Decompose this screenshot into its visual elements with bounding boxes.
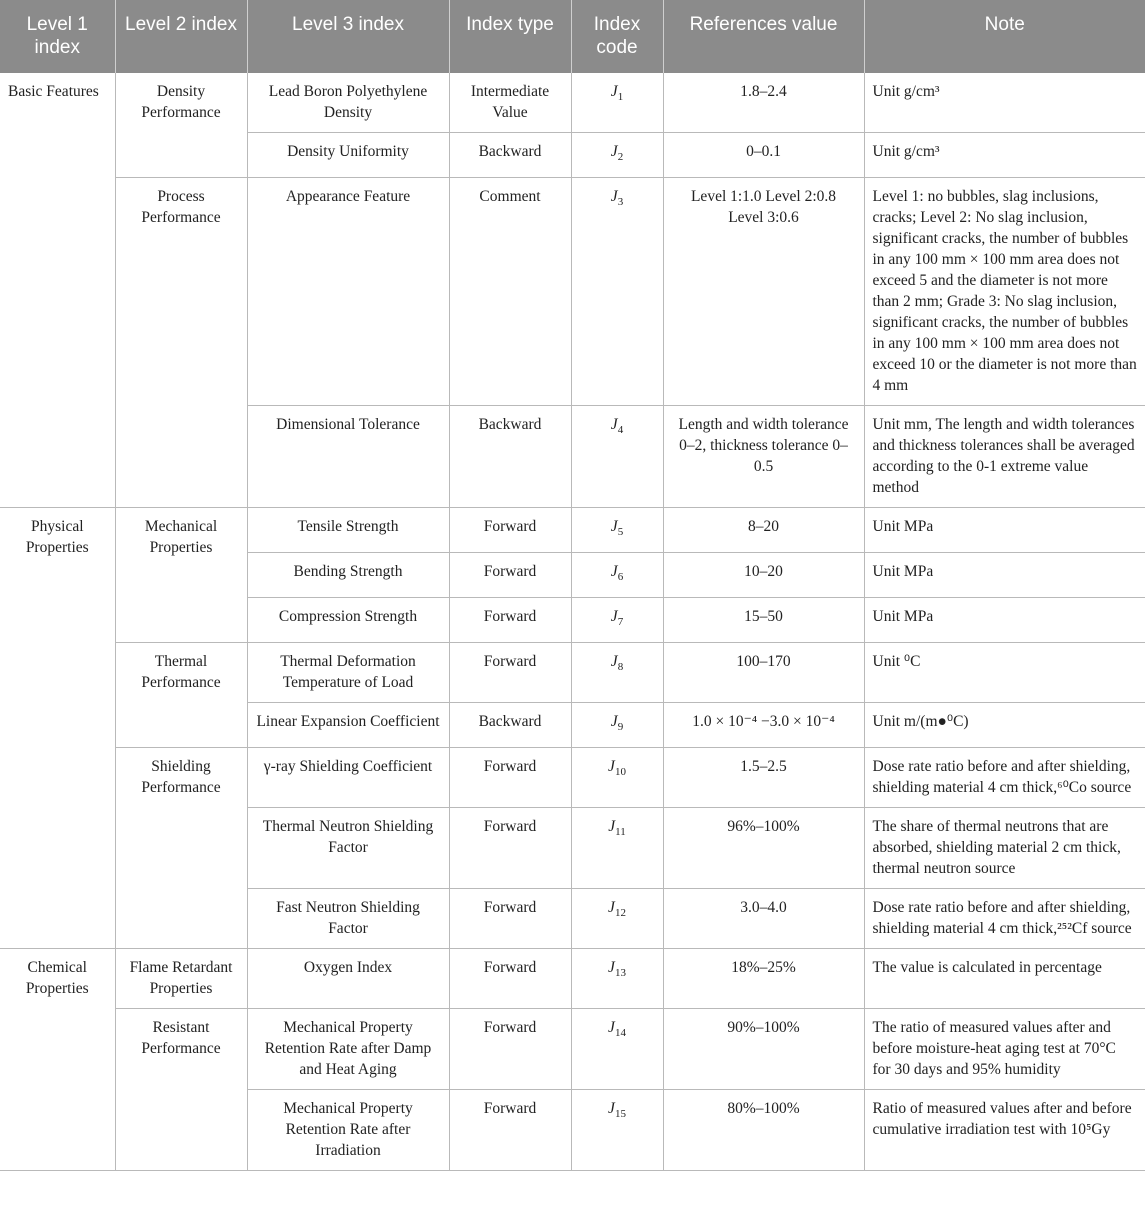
reference-value-cell: Level 1:1.0 Level 2:0.8 Level 3:0.6 [663,178,864,406]
header-note: Note [864,0,1145,73]
level2-cell: Flame Retardant Properties [115,949,247,1009]
index-type-cell: Forward [449,808,571,889]
index-code-cell: $J_{12}$ [571,889,663,949]
reference-value-cell: 1.0 × 10⁻⁴ −3.0 × 10⁻⁴ [663,703,864,748]
table-row [0,73,1145,133]
index-code-cell: $J_{10}$ [571,748,663,808]
level3-cell: Linear Expansion Coefficient [247,703,449,748]
table-row [0,748,1145,808]
index-code-cell: $J_4$ [571,406,663,508]
index-type-cell: Forward [449,1009,571,1090]
index-code-cell: $J_6$ [571,553,663,598]
level3-cell: Thermal Neutron Shielding Factor [247,808,449,889]
table-row [0,1009,1145,1090]
note-cell: The ratio of measured values after and before moisture-heat aging test at 70°C for 30 days and 95% humidity [864,1009,1145,1090]
index-type-cell: Forward [449,889,571,949]
index-code-cell: $J_7$ [571,598,663,643]
index-code-cell: $J_{11}$ [571,808,663,889]
level3-cell: Lead Boron Polyethylene Density [247,73,449,133]
level3-cell: Dimensional Tolerance [247,406,449,508]
index-code-cell: $J_9$ [571,703,663,748]
note-cell: The share of thermal neutrons that are absorbed, shielding material 2 cm thick, thermal neutron source [864,808,1145,889]
note-cell: Ratio of measured values after and before cumulative irradiation test with 10⁵Gy [864,1090,1145,1171]
level1-cell: Basic Features [0,73,115,508]
index-code-cell: $J_{14}$ [571,1009,663,1090]
reference-value-cell: 15–50 [663,598,864,643]
level1-cell: Chemical Properties [0,949,115,1171]
level3-cell: Mechanical Property Retention Rate after Damp and Heat Aging [247,1009,449,1090]
header-level3: Level 3 index [247,0,449,73]
reference-value-cell: 8–20 [663,508,864,553]
level2-cell: Thermal Performance [115,643,247,748]
table-row [0,178,1145,406]
reference-value-cell: 80%–100% [663,1090,864,1171]
note-cell: Dose rate ratio before and after shielding, shielding material 4 cm thick,⁶⁰Co source [864,748,1145,808]
note-cell: Unit m/(m●⁰C) [864,703,1145,748]
note-cell: Unit MPa [864,553,1145,598]
reference-value-cell: 0–0.1 [663,133,864,178]
reference-value-cell: 3.0–4.0 [663,889,864,949]
header-level2: Level 2 index [115,0,247,73]
level2-cell: Mechanical Properties [115,508,247,643]
level3-cell: Thermal Deformation Temperature of Load [247,643,449,703]
reference-value-cell: 90%–100% [663,1009,864,1090]
level3-cell: γ-ray Shielding Coefficient [247,748,449,808]
level2-cell: Resistant Performance [115,1009,247,1171]
header-references-value: References value [663,0,864,73]
index-type-cell: Forward [449,949,571,1009]
index-code-cell: $J_8$ [571,643,663,703]
level3-cell: Compression Strength [247,598,449,643]
reference-value-cell: 18%–25% [663,949,864,1009]
reference-value-cell: 96%–100% [663,808,864,889]
index-type-cell: Backward [449,133,571,178]
index-code-cell: $J_{13}$ [571,949,663,1009]
index-code-cell: $J_{15}$ [571,1090,663,1171]
note-cell: Dose rate ratio before and after shielding, shielding material 4 cm thick,²⁵²Cf source [864,889,1145,949]
level2-cell: Shielding Performance [115,748,247,949]
index-type-cell: Forward [449,553,571,598]
note-cell: Unit g/cm³ [864,133,1145,178]
table-row [0,949,1145,1009]
index-type-cell: Intermediate Value [449,73,571,133]
level3-cell: Bending Strength [247,553,449,598]
index-code-cell: $J_1$ [571,73,663,133]
level3-cell: Mechanical Property Retention Rate after Irradiation [247,1090,449,1171]
index-type-cell: Forward [449,1090,571,1171]
note-cell: The value is calculated in percentage [864,949,1145,1009]
note-cell: Level 1: no bubbles, slag inclusions, cracks; Level 2: No slag inclusion, significant cracks, the number of bubbles in any 100 mm × 100 mm area does not exceed 5 and the diameter is not more than 2 mm; Grade 3: No slag inclusion, significant cracks, the number of bubbles in any 100 mm × 100 mm area does not exceed 10 or the diameter is not more than 4 mm [864,178,1145,406]
index-code-cell: $J_5$ [571,508,663,553]
table-header [0,0,1145,73]
level3-cell: Appearance Feature [247,178,449,406]
index-code-cell: $J_2$ [571,133,663,178]
reference-value-cell: Length and width tolerance 0–2, thickness tolerance 0–0.5 [663,406,864,508]
index-type-cell: Forward [449,643,571,703]
level3-cell: Tensile Strength [247,508,449,553]
level2-cell: Process Performance [115,178,247,508]
table-row [0,643,1145,703]
note-cell: Unit MPa [864,508,1145,553]
index-type-cell: Backward [449,703,571,748]
note-cell: Unit MPa [864,598,1145,643]
reference-value-cell: 100–170 [663,643,864,703]
level3-cell: Density Uniformity [247,133,449,178]
level1-cell: Physical Properties [0,508,115,949]
reference-value-cell: 10–20 [663,553,864,598]
index-type-cell: Comment [449,178,571,406]
index-type-cell: Forward [449,598,571,643]
index-type-cell: Backward [449,406,571,508]
note-cell: Unit mm, The length and width tolerances and thickness tolerances shall be averaged according to the 0-1 extreme value method [864,406,1145,508]
reference-value-cell: 1.5–2.5 [663,748,864,808]
index-type-cell: Forward [449,508,571,553]
level3-cell: Fast Neutron Shielding Factor [247,889,449,949]
header-index-type: Index type [449,0,571,73]
index-type-cell: Forward [449,748,571,808]
note-cell: Unit g/cm³ [864,73,1145,133]
reference-value-cell: 1.8–2.4 [663,73,864,133]
level2-cell: Density Performance [115,73,247,178]
header-level1: Level 1 index [0,0,115,73]
index-code-cell: $J_3$ [571,178,663,406]
note-cell: Unit ⁰C [864,643,1145,703]
table-body [0,73,1145,1171]
header-index-code: Index code [571,0,663,73]
level3-cell: Oxygen Index [247,949,449,1009]
table-row [0,508,1145,553]
